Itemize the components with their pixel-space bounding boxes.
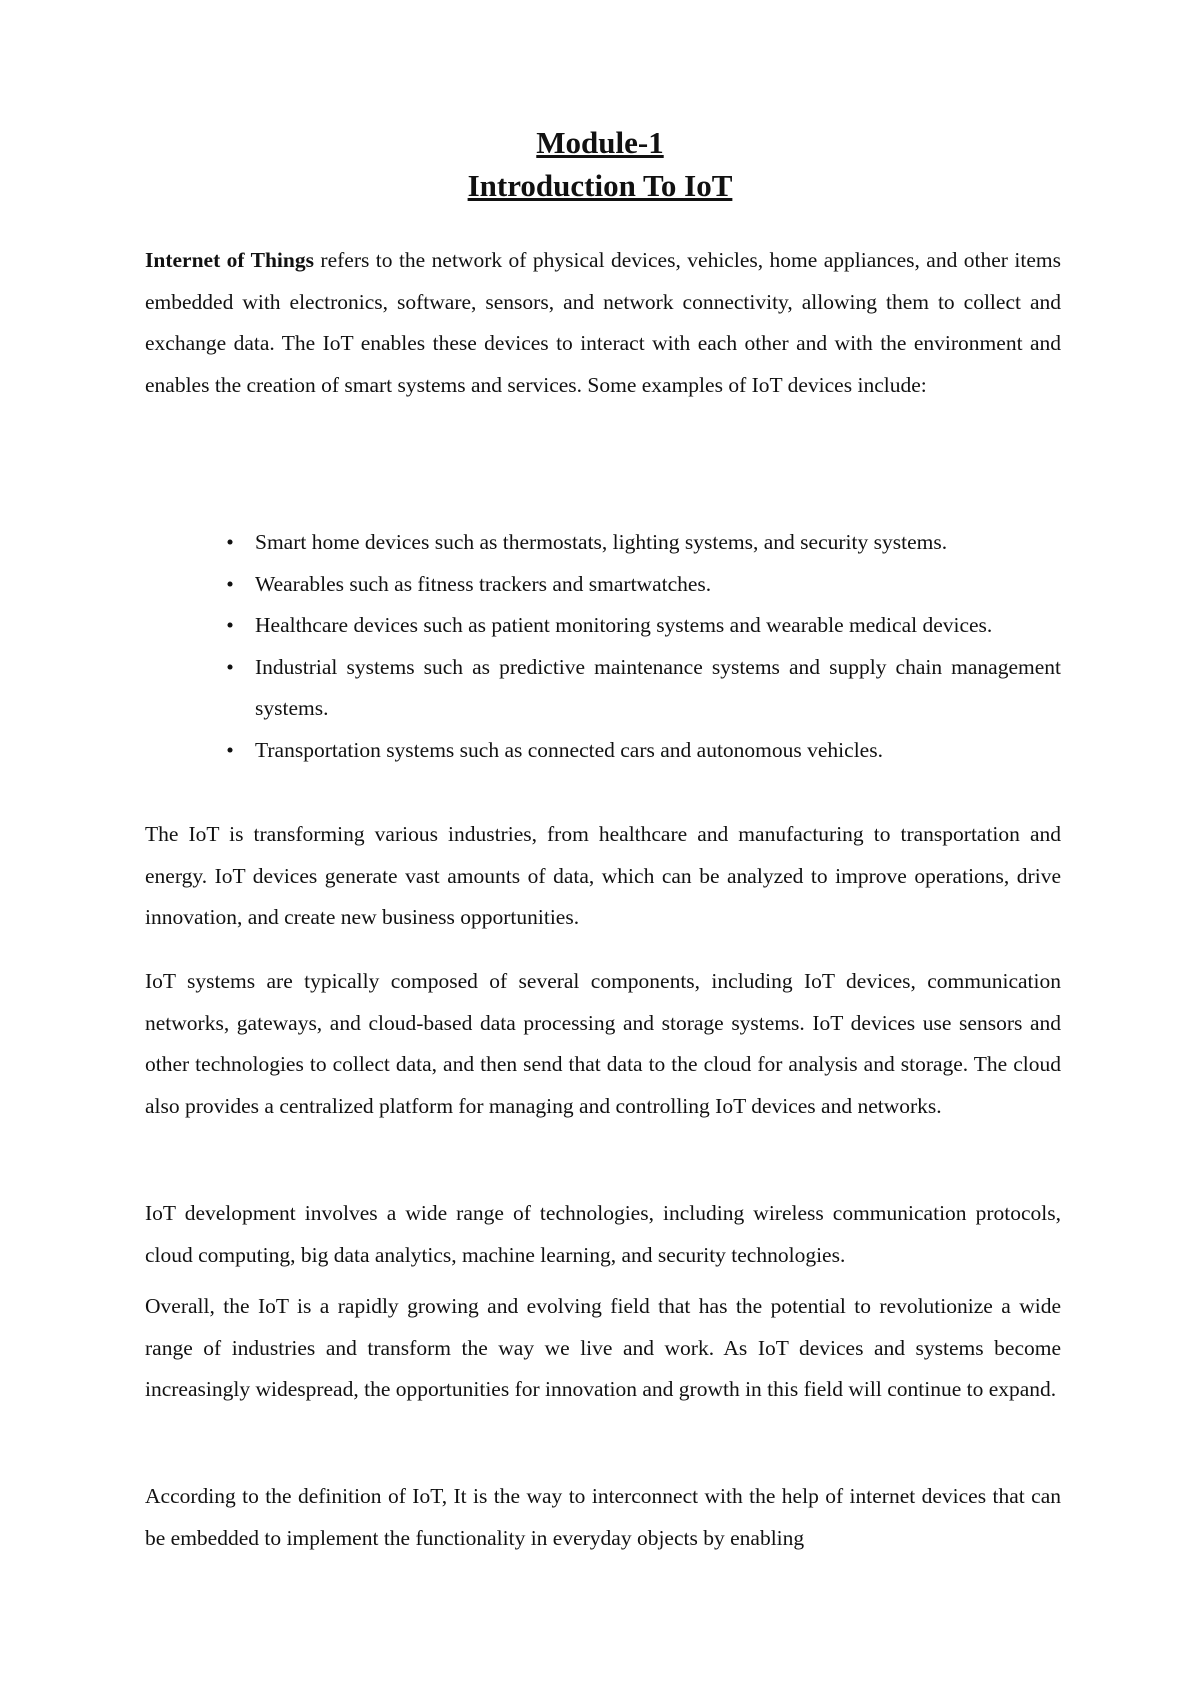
- list-item-text: Wearables such as fitness trackers and smartwatches.: [255, 571, 712, 596]
- title-topic: Introduction To IoT: [467, 168, 733, 203]
- bullet-icon: •: [226, 530, 234, 554]
- paragraph-components: IoT systems are typically composed of several components, including IoT devices, communication networks, gateways, and cloud-based data processing and storage systems. IoT devices use sensors and other technologies to collect data, and then send that data to the cloud for analysis and storage. The cloud also provides a centralized platform for managing and controlling IoT devices and networks.: [145, 969, 1061, 1118]
- bullet-icon: •: [226, 737, 234, 762]
- iot-examples-list: [145, 522, 1061, 771]
- paragraph-industries: The IoT is transforming various industries, from healthcare and manufacturing to transportation and energy. IoT devices generate vast amounts of data, which can be analyzed to improve operations, drive innovation, and create new business opportunities.: [145, 822, 1061, 929]
- paragraph-overall: Overall, the IoT is a rapidly growing and evolving field that has the potential to revolutionize a wide range of industries and transform the way we live and work. As IoT devices and systems become increasingly widespread, the opportunities for innovation and growth in this field will continue to expand.: [145, 1294, 1061, 1401]
- list-item: [145, 522, 1061, 564]
- bullet-icon: •: [226, 654, 234, 679]
- intro-lead-term: Internet of Things: [145, 248, 314, 272]
- page-title: [0, 121, 1200, 207]
- list-item-text: Industrial systems such as predictive maintenance systems and supply chain management systems.: [255, 654, 1061, 720]
- list-item: [145, 647, 1061, 730]
- list-item-text: Smart home devices such as thermostats, lighting systems, and security systems.: [255, 530, 948, 554]
- bullet-icon: •: [226, 613, 234, 637]
- bullet-icon: •: [226, 571, 234, 596]
- paragraph-definition: According to the definition of IoT, It is the way to interconnect with the help of internet devices that can be embedded to implement the functionality in everyday objects by enabling: [145, 1484, 1061, 1550]
- intro-paragraph: [145, 240, 1061, 406]
- list-item-text: Transportation systems such as connected cars and autonomous vehicles.: [255, 737, 883, 762]
- list-item: [145, 730, 1061, 772]
- paragraph-development: IoT development involves a wide range of technologies, including wireless communication protocols, cloud computing, big data analytics, machine learning, and security technologies.: [145, 1201, 1061, 1267]
- list-item-text: Healthcare devices such as patient monitoring systems and wearable medical devices.: [255, 613, 993, 637]
- list-item: [145, 564, 1061, 606]
- list-item: [145, 605, 1061, 647]
- title-module: Module-1: [536, 125, 664, 160]
- intro-text: refers to the network of physical devices, vehicles, home appliances, and other items embedded with electronics, software, sensors, and network connectivity, allowing them to collect and exchange data. The IoT enables these devices to interact with each other and with the environment and enables the creation of smart systems and services. Some examples of IoT devices include:: [145, 248, 1061, 397]
